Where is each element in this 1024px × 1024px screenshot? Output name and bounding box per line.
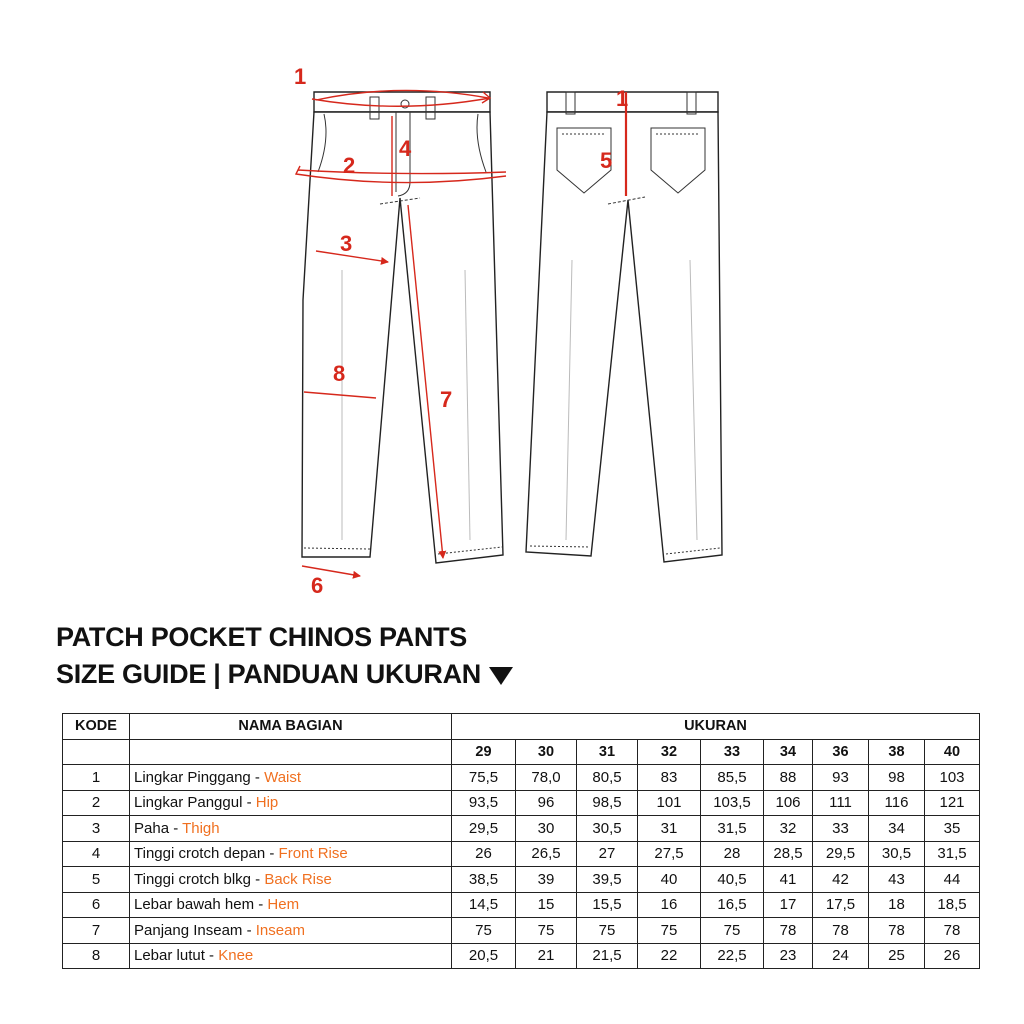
- size-36: 36: [813, 739, 869, 765]
- part-name-en: Front Rise: [278, 845, 348, 863]
- size-value-cell: 101: [638, 790, 701, 816]
- size-value-cell: 103,5: [701, 790, 764, 816]
- part-name-en: Back Rise: [264, 870, 332, 888]
- size-32: 32: [638, 739, 701, 765]
- size-value-cell: 75: [516, 918, 577, 944]
- size-29: 29: [452, 739, 516, 765]
- size-value-cell: 78: [764, 918, 813, 944]
- part-name-en: Knee: [218, 947, 254, 965]
- empty-cell: [130, 739, 452, 765]
- row-code: 2: [63, 790, 130, 816]
- size-value-cell: 26: [452, 841, 516, 867]
- size-value-cell: 106: [764, 790, 813, 816]
- size-value-cell: 98,5: [577, 790, 638, 816]
- label-2: 2: [343, 153, 356, 178]
- part-name-id: Tinggi crotch depan -: [134, 845, 279, 863]
- size-value-cell: 20,5: [452, 943, 516, 969]
- size-header-row: [63, 739, 980, 765]
- size-value-cell: 75: [452, 918, 516, 944]
- size-value-cell: 16,5: [701, 892, 764, 918]
- label-5: 5: [600, 148, 613, 173]
- size-value-cell: 40: [638, 867, 701, 893]
- size-34: 34: [764, 739, 813, 765]
- size-value-cell: 103: [925, 765, 980, 791]
- table-row: [63, 790, 980, 816]
- row-part-name: [130, 943, 452, 969]
- size-value-cell: 24: [813, 943, 869, 969]
- size-value-cell: 15,5: [577, 892, 638, 918]
- part-name-id: Lingkar Pinggang -: [134, 768, 265, 786]
- back-pants-outline: [526, 92, 722, 562]
- row-part-name: [130, 790, 452, 816]
- size-value-cell: 78: [925, 918, 980, 944]
- row-part-name: [130, 841, 452, 867]
- size-value-cell: 43: [869, 867, 925, 893]
- table-row: [63, 765, 980, 791]
- size-value-cell: 14,5: [452, 892, 516, 918]
- size-value-cell: 31,5: [925, 841, 980, 867]
- subtitle-text: SIZE GUIDE | PANDUAN UKURAN: [56, 659, 481, 689]
- size-value-cell: 15: [516, 892, 577, 918]
- size-value-cell: 98: [869, 765, 925, 791]
- size-value-cell: 75: [638, 918, 701, 944]
- size-value-cell: 34: [869, 816, 925, 842]
- size-table: [62, 713, 980, 969]
- size-value-cell: 80,5: [577, 765, 638, 791]
- label-1-back: 1: [616, 86, 629, 111]
- table-row: [63, 943, 980, 969]
- page-title: PATCH POCKET CHINOS PANTS: [56, 622, 468, 652]
- size-40: 40: [925, 739, 980, 765]
- size-value-cell: 93,5: [452, 790, 516, 816]
- table-row: [63, 918, 980, 944]
- label-6: 6: [311, 573, 324, 598]
- size-value-cell: 39: [516, 867, 577, 893]
- row-code: 6: [63, 892, 130, 918]
- page-subtitle: [56, 659, 513, 690]
- row-code: 1: [63, 765, 130, 791]
- size-value-cell: 39,5: [577, 867, 638, 893]
- size-value-cell: 96: [516, 790, 577, 816]
- size-value-cell: 78: [869, 918, 925, 944]
- size-value-cell: 29,5: [452, 816, 516, 842]
- size-value-cell: 21: [516, 943, 577, 969]
- size-value-cell: 17,5: [813, 892, 869, 918]
- row-part-name: [130, 918, 452, 944]
- size-value-cell: 35: [925, 816, 980, 842]
- size-value-cell: 29,5: [813, 841, 869, 867]
- front-pants-outline: [302, 92, 503, 563]
- size-value-cell: 31: [638, 816, 701, 842]
- label-1: 1: [294, 64, 307, 89]
- table-header-row: [63, 714, 980, 740]
- size-value-cell: 23: [764, 943, 813, 969]
- size-value-cell: 30: [516, 816, 577, 842]
- part-name-en: Inseam: [255, 921, 305, 939]
- size-value-cell: 28: [701, 841, 764, 867]
- part-name-id: Lebar bawah hem -: [134, 896, 268, 914]
- size-value-cell: 78,0: [516, 765, 577, 791]
- size-value-cell: 22,5: [701, 943, 764, 969]
- part-name-id: Panjang Inseam -: [134, 921, 256, 939]
- size-33: 33: [701, 739, 764, 765]
- size-value-cell: 75: [577, 918, 638, 944]
- size-value-cell: 121: [925, 790, 980, 816]
- row-part-name: [130, 867, 452, 893]
- size-value-cell: 33: [813, 816, 869, 842]
- row-part-name: [130, 892, 452, 918]
- size-value-cell: 44: [925, 867, 980, 893]
- part-name-id: Lebar lutut -: [134, 947, 219, 965]
- size-value-cell: 27,5: [638, 841, 701, 867]
- label-3: 3: [340, 231, 353, 256]
- size-30: 30: [516, 739, 577, 765]
- row-part-name: [130, 765, 452, 791]
- size-31: 31: [577, 739, 638, 765]
- size-value-cell: 116: [869, 790, 925, 816]
- table-row: [63, 841, 980, 867]
- row-code: 5: [63, 867, 130, 893]
- size-value-cell: 31,5: [701, 816, 764, 842]
- table-row: [63, 867, 980, 893]
- size-value-cell: 18: [869, 892, 925, 918]
- label-7: 7: [440, 387, 453, 412]
- size-value-cell: 83: [638, 765, 701, 791]
- size-value-cell: 25: [869, 943, 925, 969]
- size-value-cell: 93: [813, 765, 869, 791]
- label-8: 8: [333, 361, 346, 386]
- size-value-cell: 26,5: [516, 841, 577, 867]
- size-38: 38: [869, 739, 925, 765]
- part-name-en: Hem: [267, 896, 300, 914]
- empty-cell: [63, 739, 130, 765]
- size-value-cell: 17: [764, 892, 813, 918]
- size-value-cell: 32: [764, 816, 813, 842]
- table-row: [63, 816, 980, 842]
- size-value-cell: 26: [925, 943, 980, 969]
- size-value-cell: 78: [813, 918, 869, 944]
- size-value-cell: 41: [764, 867, 813, 893]
- size-value-cell: 42: [813, 867, 869, 893]
- size-value-cell: 28,5: [764, 841, 813, 867]
- size-value-cell: 88: [764, 765, 813, 791]
- row-code: 3: [63, 816, 130, 842]
- col-header-size: UKURAN: [452, 714, 980, 740]
- size-value-cell: 30,5: [577, 816, 638, 842]
- part-name-en: Thigh: [182, 819, 220, 837]
- row-code: 8: [63, 943, 130, 969]
- size-value-cell: 38,5: [452, 867, 516, 893]
- size-value-cell: 22: [638, 943, 701, 969]
- part-name-id: Paha -: [134, 819, 183, 837]
- size-value-cell: 75,5: [452, 765, 516, 791]
- col-header-name: NAMA BAGIAN: [130, 714, 452, 740]
- size-value-cell: 21,5: [577, 943, 638, 969]
- size-value-cell: 85,5: [701, 765, 764, 791]
- part-name-en: Hip: [255, 794, 279, 812]
- label-4: 4: [399, 136, 412, 161]
- part-name-en: Waist: [264, 768, 302, 786]
- size-value-cell: 16: [638, 892, 701, 918]
- row-part-name: [130, 816, 452, 842]
- size-value-cell: 30,5: [869, 841, 925, 867]
- row-code: 4: [63, 841, 130, 867]
- col-header-code: KODE: [63, 714, 130, 740]
- size-value-cell: 40,5: [701, 867, 764, 893]
- row-code: 7: [63, 918, 130, 944]
- part-name-id: Tinggi crotch blkg -: [134, 870, 265, 888]
- part-name-id: Lingkar Panggul -: [134, 794, 256, 812]
- triangle-down-icon: [489, 667, 513, 685]
- size-value-cell: 27: [577, 841, 638, 867]
- table-row: [63, 892, 980, 918]
- size-value-cell: 111: [813, 790, 869, 816]
- size-value-cell: 75: [701, 918, 764, 944]
- size-value-cell: 18,5: [925, 892, 980, 918]
